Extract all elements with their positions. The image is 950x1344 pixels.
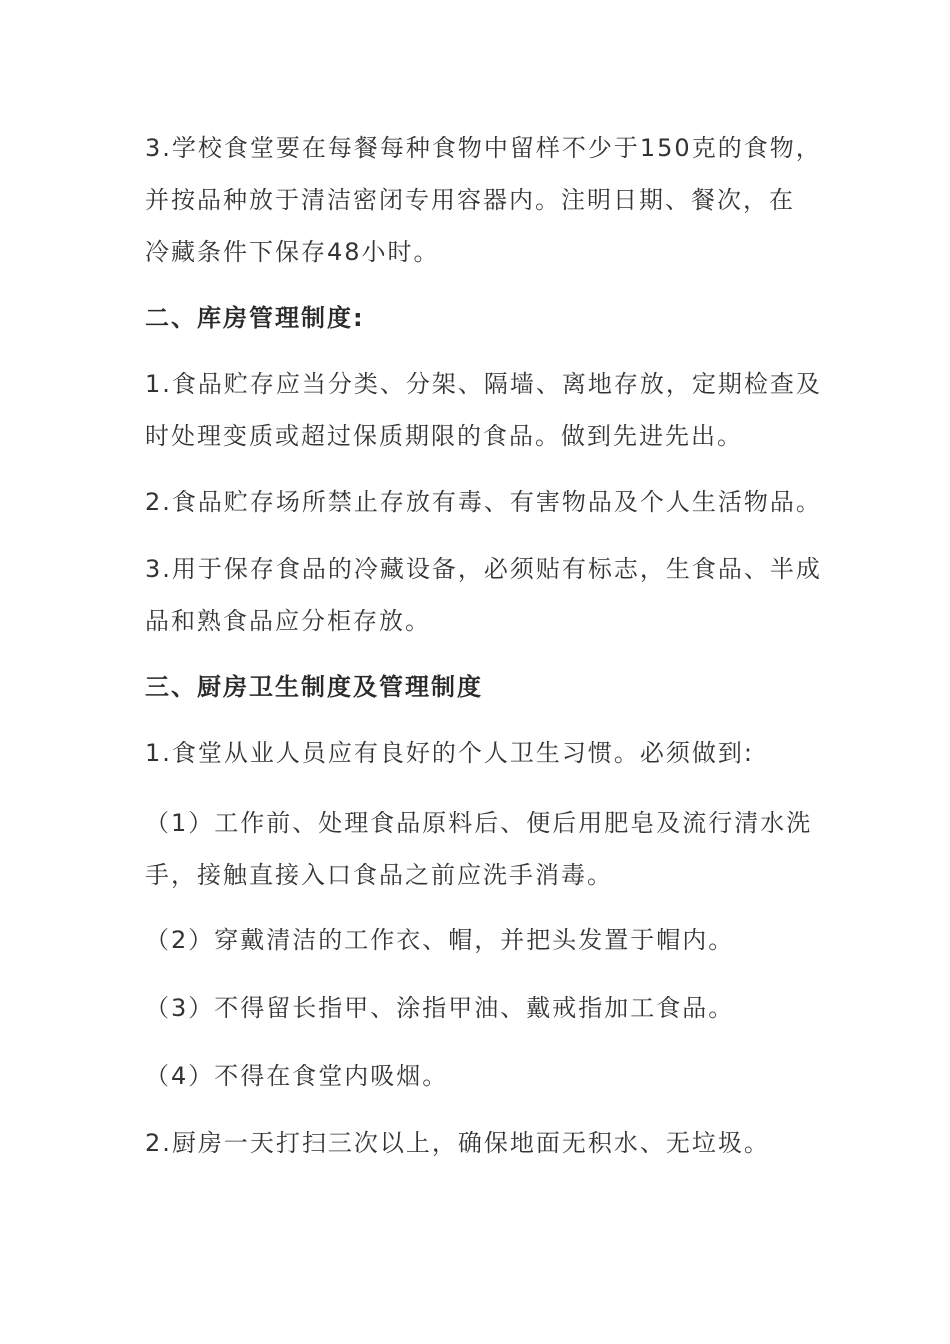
paragraph-storage-classification [145, 358, 822, 462]
paragraph-no-smoking [145, 1050, 815, 1102]
text-line: 品和熟食品应分柜存放。 [145, 607, 431, 635]
paragraph-staff-hygiene [145, 727, 815, 779]
paragraph-nails [145, 982, 815, 1034]
paragraph-handwashing [145, 797, 815, 901]
text-line: 冷藏条件下保存48小时。 [145, 238, 440, 266]
text-line: 并按品种放于清洁密闭专用容器内。注明日期、餐次，在 [145, 186, 795, 214]
text-line: （1）工作前、处理食品原料后、便后用肥皂及流行清水洗 [145, 809, 813, 837]
text-line: 1.食堂从业人员应有良好的个人卫生习惯。必须做到: [145, 739, 754, 767]
section-heading-warehouse [145, 292, 815, 344]
text-line: 3.学校食堂要在每餐每种食物中留样不少于150克的食物， [145, 134, 822, 162]
text-line: （4）不得在食堂内吸烟。 [145, 1062, 449, 1090]
text-line: 2.食品贮存场所禁止存放有毒、有害物品及个人生活物品。 [145, 488, 822, 516]
text-line: 2.厨房一天打扫三次以上，确保地面无积水、无垃圾。 [145, 1129, 770, 1157]
section-heading-kitchen [145, 661, 815, 713]
text-line: 3.用于保存食品的冷藏设备，必须贴有标志，生食品、半成 [145, 555, 822, 583]
paragraph-kitchen-cleaning [145, 1117, 815, 1169]
heading-text: 三、厨房卫生制度及管理制度 [145, 673, 483, 701]
paragraph-work-clothes [145, 914, 815, 966]
text-line: 手，接触直接入口食品之前应洗手消毒。 [145, 861, 613, 889]
paragraph-food-sample [145, 122, 822, 278]
text-line: 时处理变质或超过保质期限的食品。做到先进先出。 [145, 422, 743, 450]
text-line: 1.食品贮存应当分类、分架、隔墙、离地存放，定期检查及 [145, 370, 822, 398]
text-line: （3）不得留长指甲、涂指甲油、戴戒指加工食品。 [145, 994, 735, 1022]
paragraph-storage-prohibition [145, 476, 822, 528]
heading-text: 二、库房管理制度: [145, 304, 365, 332]
text-line: （2）穿戴清洁的工作衣、帽，并把头发置于帽内。 [145, 926, 735, 954]
paragraph-cold-storage [145, 543, 822, 647]
